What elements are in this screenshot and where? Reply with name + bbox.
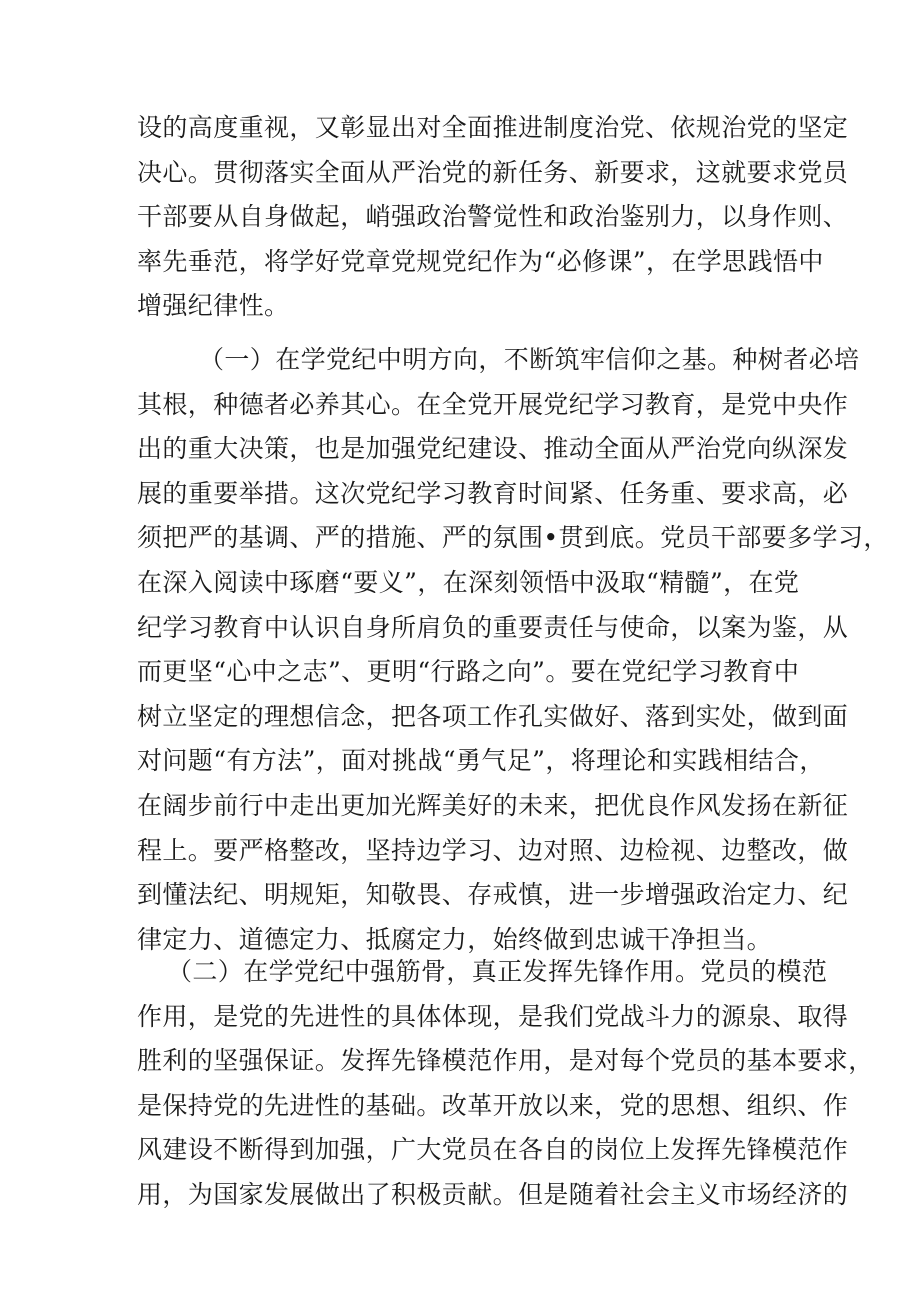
text-line: 决心。贯彻落实全面从严治党的新任务、新要求，这就要求党员: [137, 157, 849, 187]
text-line: 率先垂范，将学好党章党规党纪作为“必修课”，在学思践悟中: [137, 246, 824, 276]
text-line: 程上。要严格整改，坚持边学习、边对照、边检视、边整改，做: [137, 835, 849, 865]
text-line: 须把严的基调、严的措施、严的氛围•贯到底。党员干部要多学习，: [137, 523, 889, 553]
text-line: （一）在学党纪中明方向，不断筑牢信仰之基。种树者必培: [199, 345, 860, 374]
text-line: 风建设不断得到加强，广大党员在各自的岗位上发挥先锋模范作: [137, 1135, 849, 1165]
text-line: （二）在学党纪中强筋骨，真正发挥先锋作用。党员的模范: [167, 957, 828, 986]
text-line: 出的重大决策，也是加强党纪建设、推动全面从严治党向纵深发: [137, 434, 849, 464]
text-line: 是保持党的先进性的基础。改革开放以来，党的思想、组织、作: [137, 1090, 849, 1120]
text-line: 对问题“有方法”，面对挑战“勇气足”，将理论和实践相结合，: [137, 746, 825, 776]
text-line: 纪学习教育中认识自身所肩负的重要责任与使命，以案为鉴，从: [137, 612, 849, 642]
text-line: 到懂法纪、明规矩，知敬畏、存戒慎，进一步增强政治定力、纪: [137, 880, 849, 910]
text-line: 作用，是党的先进性的具体体现，是我们党战斗力的源泉、取得: [137, 1001, 849, 1031]
paragraph-1: [137, 106, 849, 329]
paragraph-2: [137, 338, 889, 962]
text-line: 增强纪律性。: [137, 291, 290, 321]
text-line: 而更坚“心中之志”、更明“行路之向”。要在党纪学习教育中: [137, 657, 800, 687]
text-line: 其根，种德者必养其心。在全党开展党纪学习教育，是党中央作: [137, 389, 849, 419]
paragraph-3: [137, 950, 874, 1218]
text-line: 展的重要举措。这次党纪学习教育时间紧、任务重、要求高，必: [137, 478, 849, 508]
text-line: 在深入阅读中琢磨“要义”，在深刻领悟中汲取“精髓”，在党: [137, 567, 800, 597]
text-line: 在阔步前行中走出更加光辉美好的未来，把优良作风发扬在新征: [137, 790, 849, 820]
text-line: 胜利的坚强保证。发挥先锋模范作用，是对每个党员的基本要求，: [137, 1046, 874, 1076]
text-line: 律定力、道德定力、抵腐定力，始终做到忠诚干净担当。: [137, 924, 773, 954]
text-line: 树立坚定的理想信念，把各项工作孔实做好、落到实处，做到面: [137, 701, 849, 731]
text-line: 设的高度重视，又彰显出对全面推进制度治党、依规治党的坚定: [137, 113, 849, 142]
text-line: 干部要从自身做起，峭强政治警觉性和政治鉴别力，以身作则、: [137, 202, 849, 232]
text-line: 用，为国家发展做出了积极贡献。但是随着社会主义市场经济的: [137, 1179, 849, 1209]
